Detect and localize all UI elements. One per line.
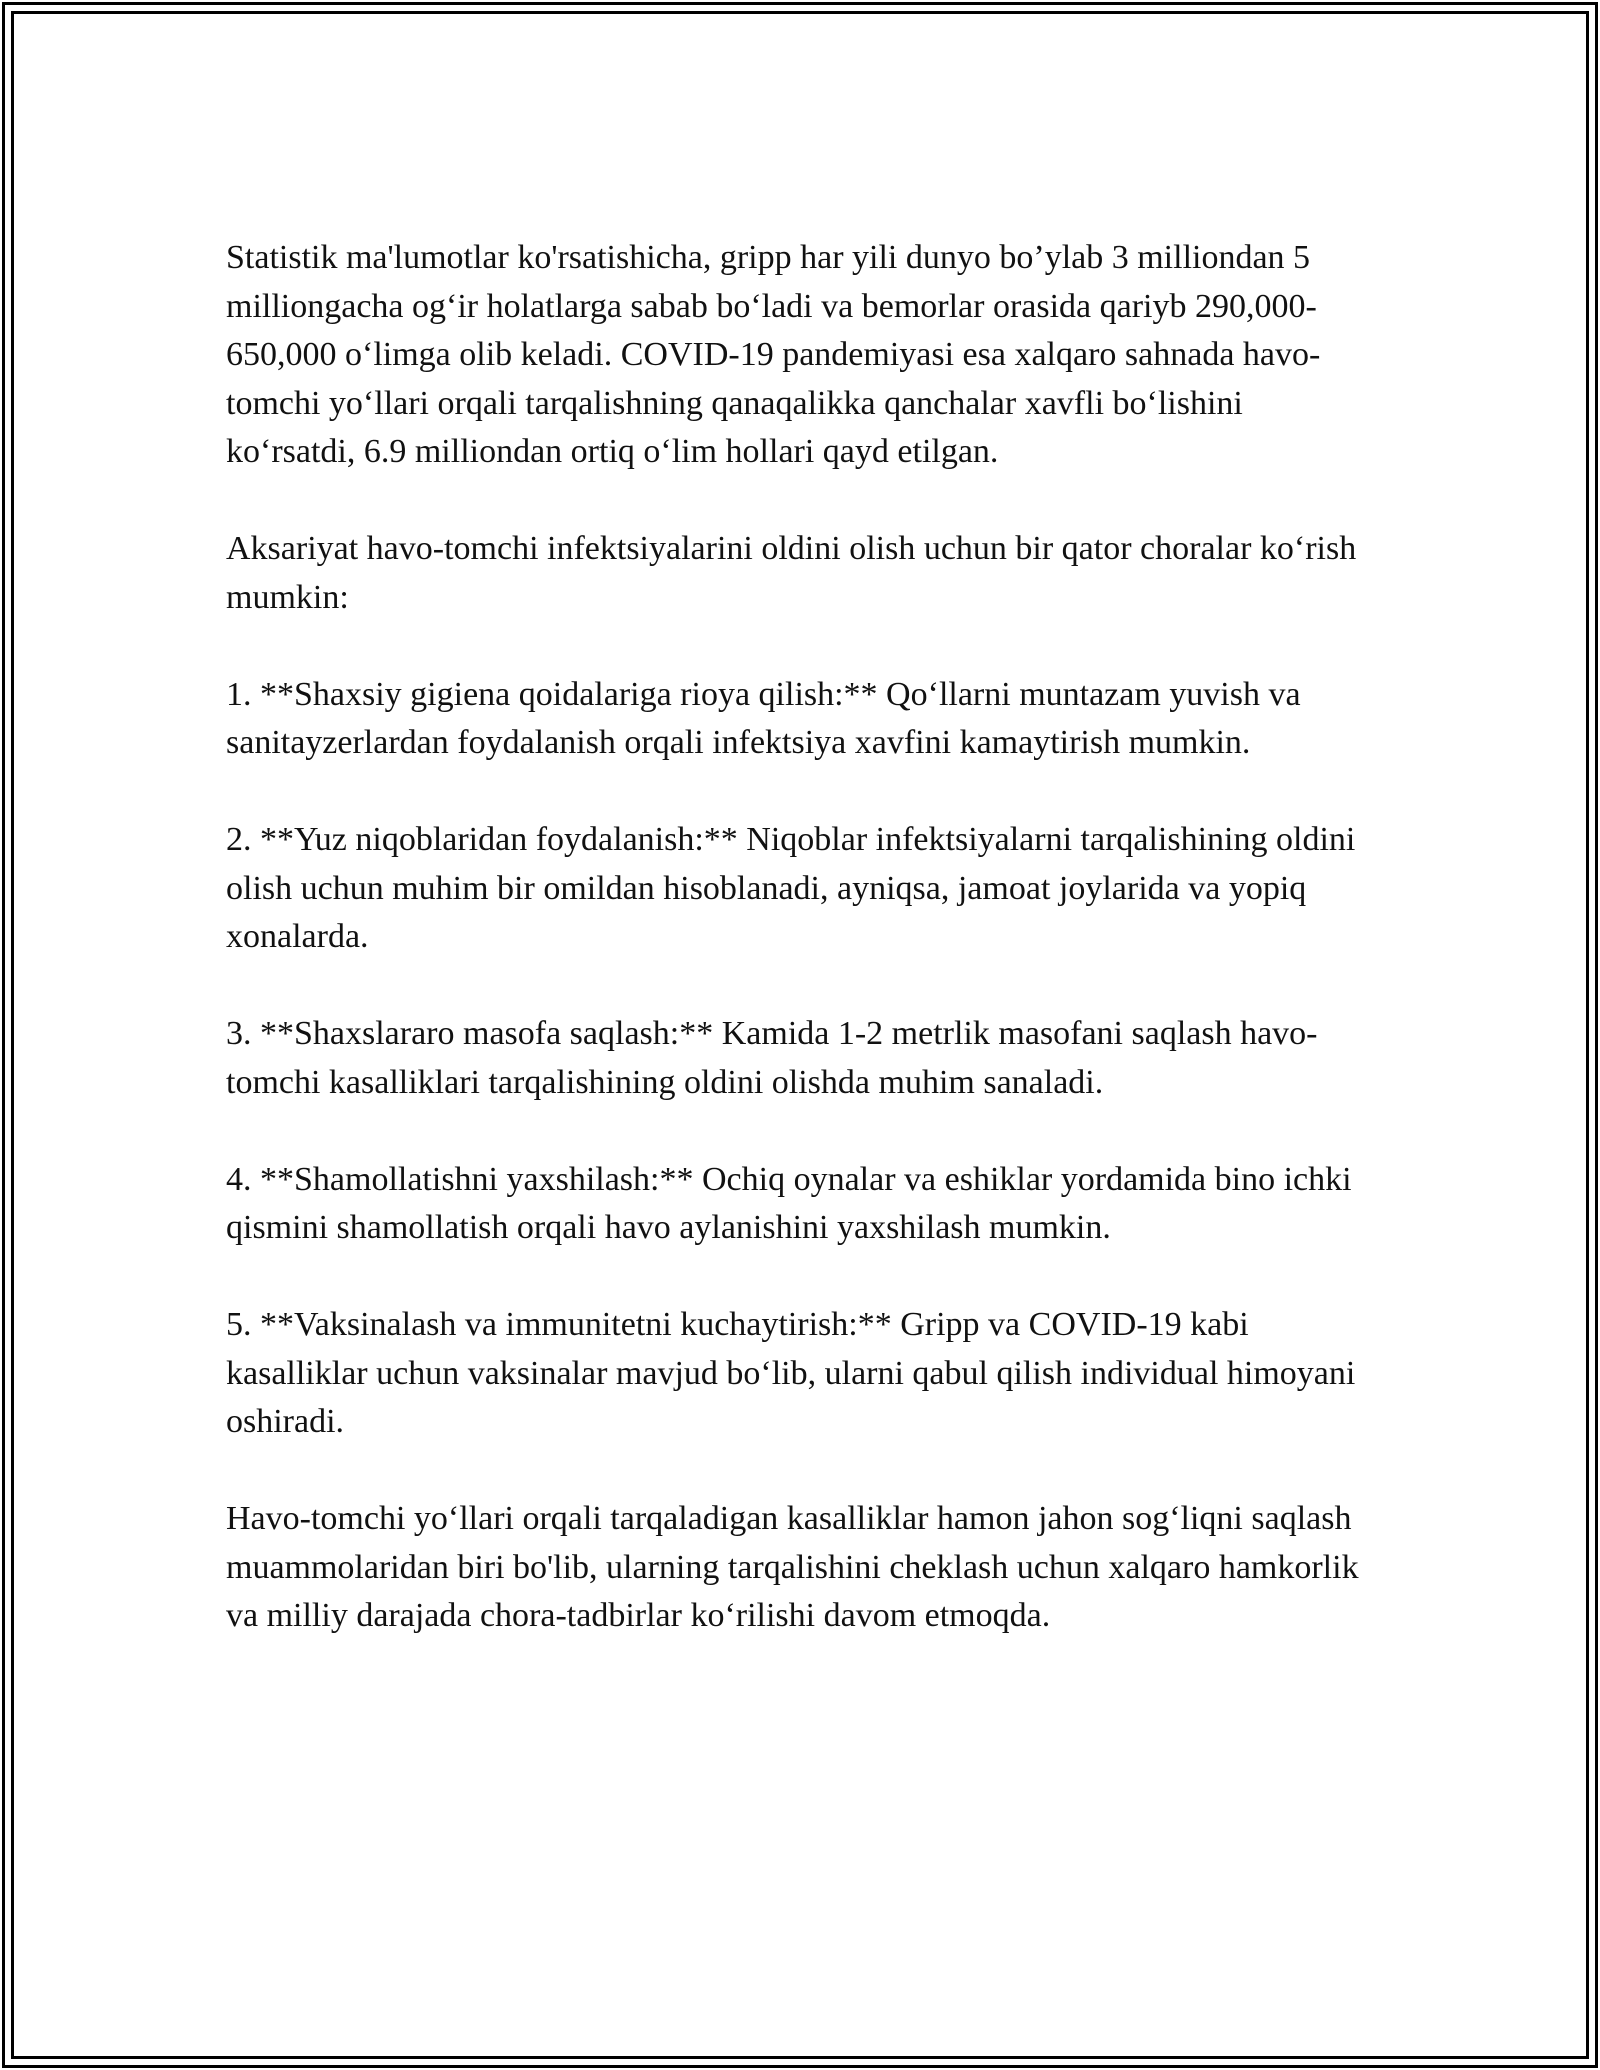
list-item-vaccination: 5. **Vaksinalash va immunitetni kuchaytirish:** Gripp va COVID-19 kabi kasalliklar uchun vaksinalar mavjud bo‘lib, ularni qabul qilish individual himoyani oshiradi. xyxy=(226,1306,1356,1440)
list-item-distance: 3. **Shaxslararo masofa saqlash:** Kamida 1-2 metrlik masofani saqlash havo-tomchi kasalliklari tarqalishining oldini olishda muhim sanaladi. xyxy=(226,1015,1318,1101)
list-item-ventilation: 4. **Shamollatishni yaxshilash:** Ochiq oynalar va eshiklar yordamida bino ichki qismini shamollatish orqali havo aylanishini yaxshilash mumkin. xyxy=(226,1160,1352,1246)
measures-intro-paragraph: Aksariyat havo-tomchi infektsiyalarini oldini olish uchun bir qator choralar ko‘rish mumkin: xyxy=(226,530,1357,616)
list-item-hygiene: 1. **Shaxsiy gigiena qoidalariga rioya qilish:** Qo‘llarni muntazam yuvish va sanitayzerlardan foydalanish orqali infektsiya xavfini kamaytirish mumkin. xyxy=(226,675,1301,761)
conclusion-paragraph: Havo-tomchi yo‘llari orqali tarqaladigan kasalliklar hamon jahon sog‘liqni saqlash muammolaridan biri bo'lib, ularning tarqalishini cheklash uchun xalqaro hamkorlik va milliy darajada chora-tadbirlar ko‘rilishi davom etmoqda. xyxy=(226,1500,1359,1634)
list-item-masks: 2. **Yuz niqoblaridan foydalanish:** Niqoblar infektsiyalarni tarqalishining oldini olish uchun muhim bir omildan hisoblanadi, ayniqsa, jamoat joylarida va yopiq xonalarda. xyxy=(226,821,1356,955)
document-body xyxy=(226,234,1376,1641)
intro-paragraph: Statistik ma'lumotlar ko'rsatishicha, gripp har yili dunyo bo’ylab 3 milliondan 5 milliongacha og‘ir holatlarga sabab bo‘ladi va bemorlar orasida qariyb 290,000-650,000 o‘limga olib keladi. COVID-19 pandemiyasi esa xalqaro sahnada havo-tomchi yo‘llari orqali tarqalishning qanaqalikka qanchalar xavfli bo‘lishini ko‘rsatdi, 6.9 milliondan ortiq o‘lim hollari qayd etilgan. xyxy=(226,239,1321,470)
